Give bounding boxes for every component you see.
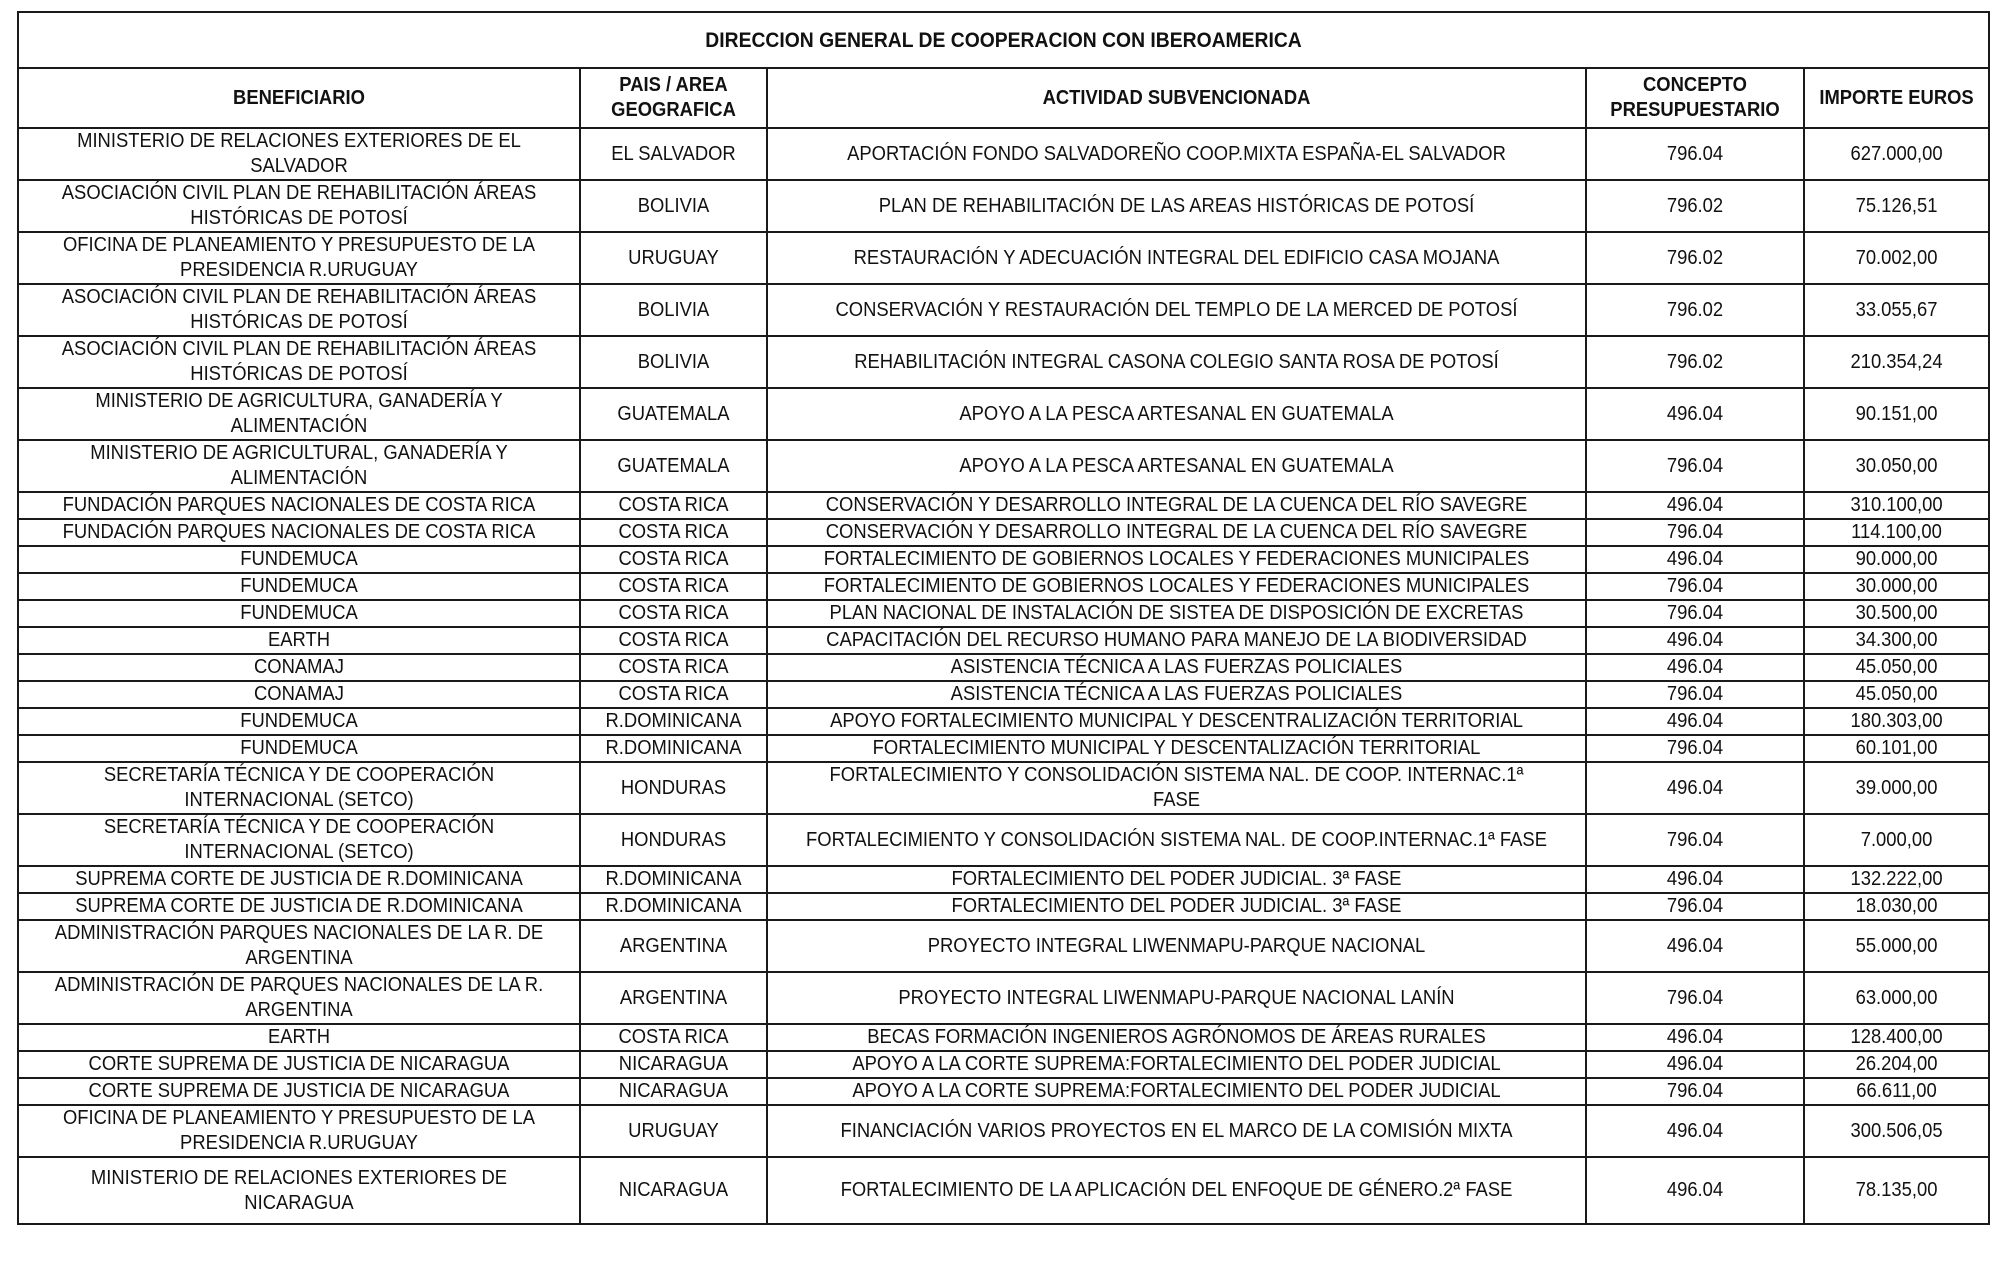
cell-importe: 60.101,00 bbox=[1811, 735, 1981, 762]
cell-pais: HONDURAS bbox=[587, 814, 759, 866]
cell-pais: COSTA RICA bbox=[587, 1024, 759, 1051]
cell-pais: COSTA RICA bbox=[587, 600, 759, 627]
cell-importe: 45.050,00 bbox=[1811, 654, 1981, 681]
cell-actividad: PLAN NACIONAL DE INSTALACIÓN DE SISTEA DE DISPOSICIÓN DE EXCRETAS bbox=[800, 600, 1553, 627]
cell-actividad: FORTALECIMIENTO DE LA APLICACIÓN DEL ENFOQUE DE GÉNERO.2ª FASE bbox=[800, 1157, 1553, 1224]
cell-concepto: 796.04 bbox=[1595, 519, 1796, 546]
cell-pais: URUGUAY bbox=[587, 232, 759, 284]
cell-beneficiario: CONAMAJ bbox=[40, 681, 557, 708]
cell-importe: 114.100,00 bbox=[1811, 519, 1981, 546]
table-row bbox=[18, 440, 1989, 492]
cell-pais: BOLIVIA bbox=[587, 180, 759, 232]
cell-beneficiario: OFICINA DE PLANEAMIENTO Y PRESUPUESTO DE LA PRESIDENCIA R.URUGUAY bbox=[40, 1105, 557, 1157]
cell-pais: HONDURAS bbox=[587, 762, 759, 814]
cell-actividad: APOYO A LA CORTE SUPREMA:FORTALECIMIENTO DEL PODER JUDICIAL bbox=[800, 1051, 1553, 1078]
cell-actividad: APOYO A LA CORTE SUPREMA:FORTALECIMIENTO DEL PODER JUDICIAL bbox=[800, 1078, 1553, 1105]
cell-concepto: 496.04 bbox=[1595, 1157, 1796, 1224]
cell-actividad: FORTALECIMIENTO DE GOBIERNOS LOCALES Y FEDERACIONES MUNICIPALES bbox=[800, 546, 1553, 573]
table-row bbox=[18, 600, 1989, 627]
cell-importe: 7.000,00 bbox=[1811, 814, 1981, 866]
cell-beneficiario: ADMINISTRACIÓN DE PARQUES NACIONALES DE LA R. ARGENTINA bbox=[40, 972, 557, 1024]
table-body bbox=[18, 128, 1989, 1224]
table-row bbox=[18, 1024, 1989, 1051]
table-row bbox=[18, 814, 1989, 866]
cell-actividad: APOYO A LA PESCA ARTESANAL EN GUATEMALA bbox=[800, 440, 1553, 492]
table-row bbox=[18, 920, 1989, 972]
cell-importe: 33.055,67 bbox=[1811, 284, 1981, 336]
cell-actividad: PLAN DE REHABILITACIÓN DE LAS AREAS HISTÓRICAS DE POTOSÍ bbox=[800, 180, 1553, 232]
table-row bbox=[18, 708, 1989, 735]
table-row bbox=[18, 1157, 1989, 1224]
table-row bbox=[18, 972, 1989, 1024]
cell-beneficiario: FUNDEMUCA bbox=[40, 600, 557, 627]
cell-beneficiario: SUPREMA CORTE DE JUSTICIA DE R.DOMINICANA bbox=[40, 866, 557, 893]
cell-concepto: 496.04 bbox=[1595, 1105, 1796, 1157]
cell-beneficiario: FUNDEMUCA bbox=[40, 735, 557, 762]
table-row bbox=[18, 573, 1989, 600]
table-row bbox=[18, 180, 1989, 232]
cell-concepto: 496.04 bbox=[1595, 654, 1796, 681]
cell-actividad: ASISTENCIA TÉCNICA A LAS FUERZAS POLICIALES bbox=[800, 681, 1553, 708]
cell-pais: R.DOMINICANA bbox=[587, 735, 759, 762]
cell-concepto: 796.04 bbox=[1595, 735, 1796, 762]
cell-importe: 300.506,05 bbox=[1811, 1105, 1981, 1157]
header-actividad: ACTIVIDAD SUBVENCIONADA bbox=[800, 68, 1553, 128]
table-row bbox=[18, 762, 1989, 814]
cell-pais: BOLIVIA bbox=[587, 336, 759, 388]
table-row bbox=[18, 519, 1989, 546]
cell-importe: 310.100,00 bbox=[1811, 492, 1981, 519]
cell-actividad: REHABILITACIÓN INTEGRAL CASONA COLEGIO SANTA ROSA DE POTOSÍ bbox=[800, 336, 1553, 388]
cell-importe: 39.000,00 bbox=[1811, 762, 1981, 814]
table-row bbox=[18, 284, 1989, 336]
cell-beneficiario: EARTH bbox=[40, 1024, 557, 1051]
cell-importe: 210.354,24 bbox=[1811, 336, 1981, 388]
cell-concepto: 496.04 bbox=[1595, 627, 1796, 654]
cell-importe: 63.000,00 bbox=[1811, 972, 1981, 1024]
cell-pais: NICARAGUA bbox=[587, 1051, 759, 1078]
cell-concepto: 796.04 bbox=[1595, 893, 1796, 920]
cell-concepto: 796.04 bbox=[1595, 972, 1796, 1024]
cell-beneficiario: ASOCIACIÓN CIVIL PLAN DE REHABILITACIÓN ÁREAS HISTÓRICAS DE POTOSÍ bbox=[40, 336, 557, 388]
cell-beneficiario: MINISTERIO DE AGRICULTURA, GANADERÍA Y ALIMENTACIÓN bbox=[40, 388, 557, 440]
cell-beneficiario: MINISTERIO DE RELACIONES EXTERIORES DE EL SALVADOR bbox=[40, 128, 557, 180]
cell-concepto: 796.02 bbox=[1595, 284, 1796, 336]
cell-actividad: FORTALECIMIENTO DEL PODER JUDICIAL. 3ª FASE bbox=[800, 866, 1553, 893]
cell-pais: COSTA RICA bbox=[587, 681, 759, 708]
cell-beneficiario: FUNDEMUCA bbox=[40, 708, 557, 735]
cell-pais: R.DOMINICANA bbox=[587, 866, 759, 893]
cell-importe: 78.135,00 bbox=[1811, 1157, 1981, 1224]
cell-pais: R.DOMINICANA bbox=[587, 893, 759, 920]
cell-concepto: 796.02 bbox=[1595, 336, 1796, 388]
table-row bbox=[18, 128, 1989, 180]
table-row bbox=[18, 681, 1989, 708]
cell-pais: GUATEMALA bbox=[587, 388, 759, 440]
cell-pais: EL SALVADOR bbox=[587, 128, 759, 180]
cell-beneficiario: SUPREMA CORTE DE JUSTICIA DE R.DOMINICANA bbox=[40, 893, 557, 920]
cell-pais: NICARAGUA bbox=[587, 1078, 759, 1105]
header-beneficiario: BENEFICIARIO bbox=[40, 68, 557, 128]
cell-actividad: FORTALECIMIENTO DE GOBIERNOS LOCALES Y FEDERACIONES MUNICIPALES bbox=[800, 573, 1553, 600]
cell-concepto: 496.04 bbox=[1595, 866, 1796, 893]
cell-beneficiario: ADMINISTRACIÓN PARQUES NACIONALES DE LA R. DE ARGENTINA bbox=[40, 920, 557, 972]
cell-beneficiario: FUNDEMUCA bbox=[40, 573, 557, 600]
table-row bbox=[18, 893, 1989, 920]
cell-concepto: 496.04 bbox=[1595, 1051, 1796, 1078]
table-row bbox=[18, 1051, 1989, 1078]
table-title: DIRECCION GENERAL DE COOPERACION CON IBEROAMERICA bbox=[97, 12, 1910, 68]
cell-actividad: CONSERVACIÓN Y RESTAURACIÓN DEL TEMPLO DE LA MERCED DE POTOSÍ bbox=[800, 284, 1553, 336]
table-row bbox=[18, 654, 1989, 681]
cell-importe: 90.000,00 bbox=[1811, 546, 1981, 573]
table-row bbox=[18, 546, 1989, 573]
cell-actividad: PROYECTO INTEGRAL LIWENMAPU-PARQUE NACIONAL bbox=[800, 920, 1553, 972]
cell-beneficiario: MINISTERIO DE RELACIONES EXTERIORES DE NICARAGUA bbox=[40, 1157, 557, 1224]
cell-actividad: FORTALECIMIENTO MUNICIPAL Y DESCENTALIZACIÓN TERRITORIAL bbox=[800, 735, 1553, 762]
cell-pais: COSTA RICA bbox=[587, 654, 759, 681]
cell-importe: 132.222,00 bbox=[1811, 866, 1981, 893]
cell-importe: 75.126,51 bbox=[1811, 180, 1981, 232]
cell-actividad: RESTAURACIÓN Y ADECUACIÓN INTEGRAL DEL EDIFICIO CASA MOJANA bbox=[800, 232, 1553, 284]
cell-concepto: 496.04 bbox=[1595, 920, 1796, 972]
cell-importe: 627.000,00 bbox=[1811, 128, 1981, 180]
cell-actividad: FINANCIACIÓN VARIOS PROYECTOS EN EL MARCO DE LA COMISIÓN MIXTA bbox=[800, 1105, 1553, 1157]
cell-actividad: APORTACIÓN FONDO SALVADOREÑO COOP.MIXTA ESPAÑA-EL SALVADOR bbox=[800, 128, 1553, 180]
cell-beneficiario: ASOCIACIÓN CIVIL PLAN DE REHABILITACIÓN ÁREAS HISTÓRICAS DE POTOSÍ bbox=[40, 284, 557, 336]
cell-pais: BOLIVIA bbox=[587, 284, 759, 336]
cell-concepto: 796.02 bbox=[1595, 232, 1796, 284]
cell-importe: 45.050,00 bbox=[1811, 681, 1981, 708]
cell-importe: 30.000,00 bbox=[1811, 573, 1981, 600]
cell-pais: URUGUAY bbox=[587, 1105, 759, 1157]
cell-concepto: 496.04 bbox=[1595, 762, 1796, 814]
cell-importe: 30.500,00 bbox=[1811, 600, 1981, 627]
cell-actividad: CONSERVACIÓN Y DESARROLLO INTEGRAL DE LA CUENCA DEL RÍO SAVEGRE bbox=[800, 492, 1553, 519]
cell-importe: 180.303,00 bbox=[1811, 708, 1981, 735]
cell-beneficiario: OFICINA DE PLANEAMIENTO Y PRESUPUESTO DE LA PRESIDENCIA R.URUGUAY bbox=[40, 232, 557, 284]
cell-actividad: CAPACITACIÓN DEL RECURSO HUMANO PARA MANEJO DE LA BIODIVERSIDAD bbox=[800, 627, 1553, 654]
cell-beneficiario: CORTE SUPREMA DE JUSTICIA DE NICARAGUA bbox=[40, 1078, 557, 1105]
cell-beneficiario: CONAMAJ bbox=[40, 654, 557, 681]
cell-actividad: FORTALECIMIENTO Y CONSOLIDACIÓN SISTEMA NAL. DE COOP. INTERNAC.1ª FASE bbox=[800, 762, 1553, 814]
table-row bbox=[18, 492, 1989, 519]
table-row bbox=[18, 735, 1989, 762]
header-concepto: CONCEPTO PRESUPUESTARIO bbox=[1595, 68, 1796, 128]
header-importe: IMPORTE EUROS bbox=[1811, 68, 1981, 128]
table-row bbox=[18, 1105, 1989, 1157]
cell-importe: 18.030,00 bbox=[1811, 893, 1981, 920]
table-row bbox=[18, 1078, 1989, 1105]
table-row bbox=[18, 866, 1989, 893]
cell-beneficiario: SECRETARÍA TÉCNICA Y DE COOPERACIÓN INTERNACIONAL (SETCO) bbox=[40, 814, 557, 866]
cell-concepto: 796.04 bbox=[1595, 814, 1796, 866]
cell-concepto: 796.04 bbox=[1595, 440, 1796, 492]
cell-pais: R.DOMINICANA bbox=[587, 708, 759, 735]
table-row bbox=[18, 388, 1989, 440]
cell-pais: COSTA RICA bbox=[587, 519, 759, 546]
cell-beneficiario: SECRETARÍA TÉCNICA Y DE COOPERACIÓN INTERNACIONAL (SETCO) bbox=[40, 762, 557, 814]
header-pais: PAIS / AREA GEOGRAFICA bbox=[587, 68, 759, 128]
cell-concepto: 496.04 bbox=[1595, 492, 1796, 519]
cell-pais: COSTA RICA bbox=[587, 492, 759, 519]
header-row bbox=[18, 68, 1989, 128]
cell-importe: 128.400,00 bbox=[1811, 1024, 1981, 1051]
cell-pais: ARGENTINA bbox=[587, 920, 759, 972]
cell-actividad: ASISTENCIA TÉCNICA A LAS FUERZAS POLICIALES bbox=[800, 654, 1553, 681]
cell-beneficiario: CORTE SUPREMA DE JUSTICIA DE NICARAGUA bbox=[40, 1051, 557, 1078]
cell-pais: COSTA RICA bbox=[587, 546, 759, 573]
cell-importe: 34.300,00 bbox=[1811, 627, 1981, 654]
cell-pais: GUATEMALA bbox=[587, 440, 759, 492]
cell-beneficiario: ASOCIACIÓN CIVIL PLAN DE REHABILITACIÓN ÁREAS HISTÓRICAS DE POTOSÍ bbox=[40, 180, 557, 232]
cell-importe: 30.050,00 bbox=[1811, 440, 1981, 492]
cell-pais: ARGENTINA bbox=[587, 972, 759, 1024]
cell-concepto: 796.04 bbox=[1595, 128, 1796, 180]
cell-concepto: 796.04 bbox=[1595, 573, 1796, 600]
cell-actividad: PROYECTO INTEGRAL LIWENMAPU-PARQUE NACIONAL LANÍN bbox=[800, 972, 1553, 1024]
cell-concepto: 796.02 bbox=[1595, 180, 1796, 232]
cell-actividad: FORTALECIMIENTO DEL PODER JUDICIAL. 3ª FASE bbox=[800, 893, 1553, 920]
cell-beneficiario: FUNDACIÓN PARQUES NACIONALES DE COSTA RICA bbox=[40, 492, 557, 519]
cell-beneficiario: EARTH bbox=[40, 627, 557, 654]
cell-concepto: 496.04 bbox=[1595, 388, 1796, 440]
cell-beneficiario: FUNDACIÓN PARQUES NACIONALES DE COSTA RICA bbox=[40, 519, 557, 546]
cell-actividad: APOYO FORTALECIMIENTO MUNICIPAL Y DESCENTRALIZACIÓN TERRITORIAL bbox=[800, 708, 1553, 735]
cell-importe: 55.000,00 bbox=[1811, 920, 1981, 972]
cell-concepto: 796.04 bbox=[1595, 1078, 1796, 1105]
table-row bbox=[18, 627, 1989, 654]
cell-concepto: 796.04 bbox=[1595, 681, 1796, 708]
cell-concepto: 496.04 bbox=[1595, 1024, 1796, 1051]
table-row bbox=[18, 232, 1989, 284]
cell-importe: 66.611,00 bbox=[1811, 1078, 1981, 1105]
table-row bbox=[18, 336, 1989, 388]
cell-beneficiario: FUNDEMUCA bbox=[40, 546, 557, 573]
cell-actividad: BECAS FORMACIÓN INGENIEROS AGRÓNOMOS DE ÁREAS RURALES bbox=[800, 1024, 1553, 1051]
cell-concepto: 796.04 bbox=[1595, 600, 1796, 627]
cell-actividad: CONSERVACIÓN Y DESARROLLO INTEGRAL DE LA CUENCA DEL RÍO SAVEGRE bbox=[800, 519, 1553, 546]
cell-concepto: 496.04 bbox=[1595, 708, 1796, 735]
cell-beneficiario: MINISTERIO DE AGRICULTURAL, GANADERÍA Y ALIMENTACIÓN bbox=[40, 440, 557, 492]
cell-pais: NICARAGUA bbox=[587, 1157, 759, 1224]
cell-concepto: 496.04 bbox=[1595, 546, 1796, 573]
cell-pais: COSTA RICA bbox=[587, 573, 759, 600]
cell-pais: COSTA RICA bbox=[587, 627, 759, 654]
cell-actividad: FORTALECIMIENTO Y CONSOLIDACIÓN SISTEMA NAL. DE COOP.INTERNAC.1ª FASE bbox=[800, 814, 1553, 866]
cell-importe: 26.204,00 bbox=[1811, 1051, 1981, 1078]
subsidy-table bbox=[17, 11, 1990, 1225]
cell-importe: 90.151,00 bbox=[1811, 388, 1981, 440]
cell-actividad: APOYO A LA PESCA ARTESANAL EN GUATEMALA bbox=[800, 388, 1553, 440]
cell-importe: 70.002,00 bbox=[1811, 232, 1981, 284]
